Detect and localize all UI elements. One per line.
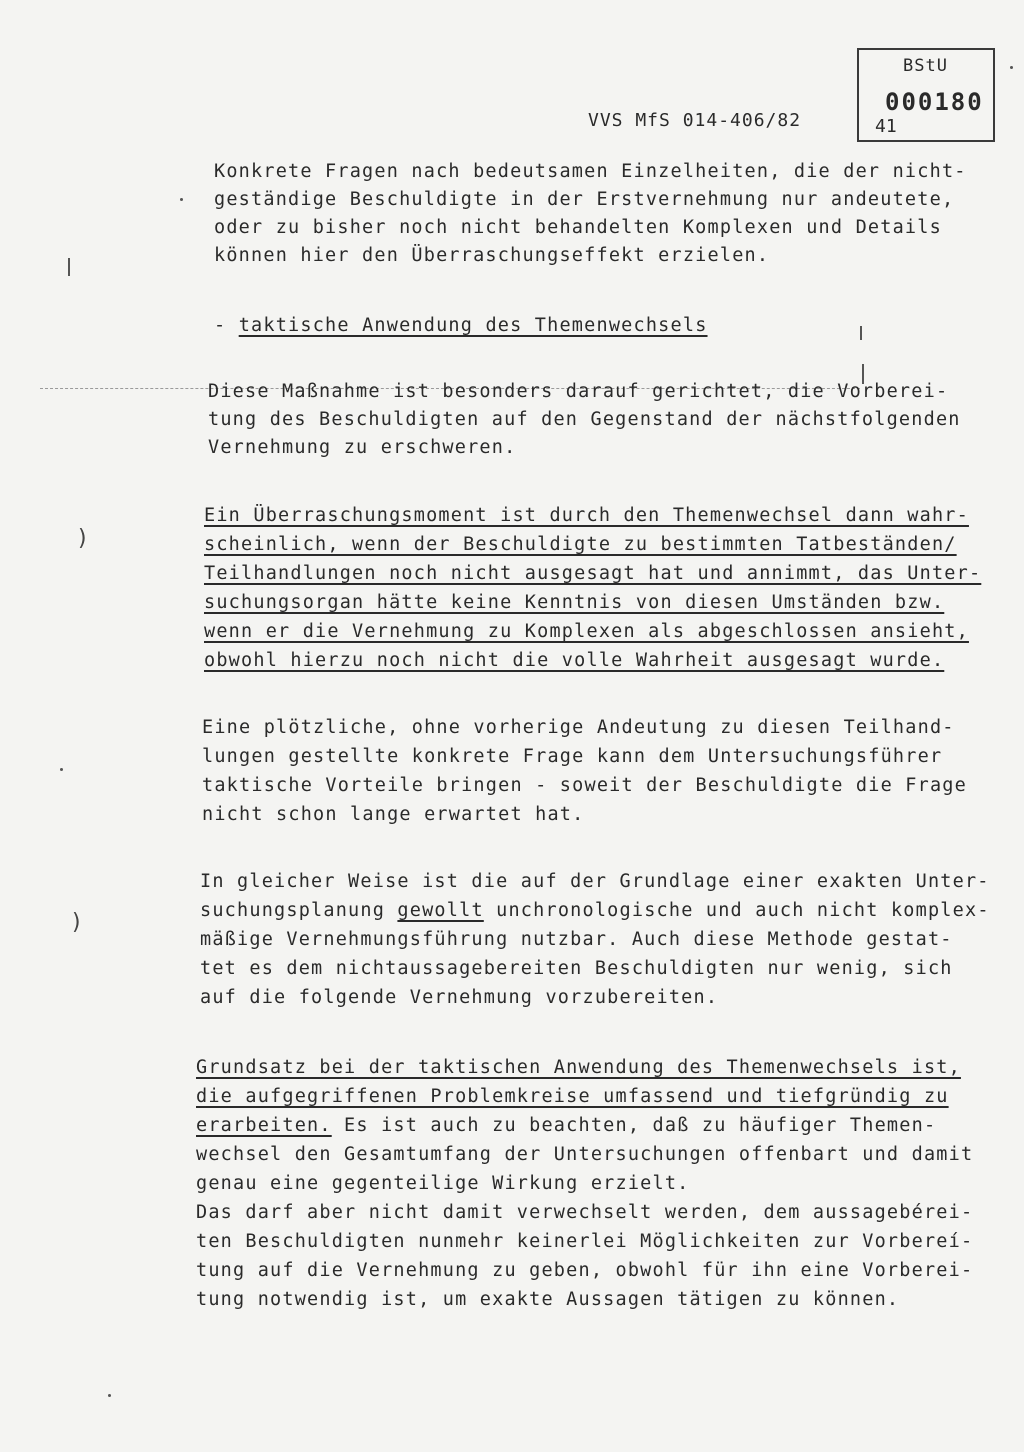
- text-line: Vernehmung zu erschweren.: [208, 437, 517, 458]
- text-line: Das darf aber nicht damit verwechselt werden, dem aussagebérei-: [196, 1202, 974, 1223]
- underlined-text-line: scheinlich, wenn der Beschuldigte zu bestimmten Tatbeständen/: [204, 534, 957, 555]
- heading-bullet: -: [214, 315, 227, 336]
- underlined-word: erarbeiten.: [196, 1115, 332, 1136]
- text-segment: unchronologische und auch nicht komplex-: [483, 900, 990, 921]
- hole-punch-mark: ): [70, 910, 84, 935]
- text-line: [196, 1114, 936, 1138]
- text-line: genau eine gegenteilige Wirkung erzielt.: [196, 1173, 690, 1194]
- text-line: tung des Beschuldigten auf den Gegenstand der nächstfolgenden: [208, 409, 961, 430]
- underlined-word: gewollt: [397, 900, 484, 921]
- text-segment: Es ist auch zu beachten, daß zu häufiger Themen-: [331, 1115, 937, 1136]
- text-line: oder zu bisher noch nicht behandelten Komplexen und Details: [214, 217, 942, 238]
- text-line: können hier den Überraschungseffekt erzielen.: [214, 245, 770, 266]
- margin-tick: [860, 326, 862, 340]
- hole-punch-mark: ): [76, 526, 90, 551]
- margin-tick: [68, 258, 70, 276]
- document-reference: VVS MfS 014-406/82: [588, 110, 802, 131]
- underlined-text-line: wenn er die Vernehmung zu Komplexen als abgeschlossen ansieht,: [204, 621, 969, 642]
- speck: [1010, 66, 1013, 69]
- text-line: tung notwendig ist, um exakte Aussagen tätigen zu können.: [196, 1289, 900, 1310]
- heading-text: taktische Anwendung des Themenwechsels: [238, 315, 708, 336]
- text-line: Eine plötzliche, ohne vorherige Andeutung zu diesen Teilhand-: [202, 717, 955, 738]
- text-line: lungen gestellte konkrete Frage kann dem Untersuchungsführer: [202, 746, 943, 767]
- text-line: auf die folgende Vernehmung vorzubereiten.: [200, 987, 719, 1008]
- speck: [60, 768, 63, 771]
- text-line: taktische Vorteile bringen - soweit der Beschuldigte die Frage: [202, 775, 967, 796]
- text-line: tet es dem nichtaussagebereiten Beschuldigten nur wenig, sich: [200, 958, 953, 979]
- underlined-text-line: die aufgegriffenen Problemkreise umfassend und tiefgründig zu: [196, 1086, 949, 1107]
- text-line: [200, 899, 990, 923]
- text-segment: suchungsplanung: [200, 900, 398, 921]
- text-line: Konkrete Fragen nach bedeutsamen Einzelheiten, die der nicht-: [214, 161, 967, 182]
- underlined-text-line: Ein Überraschungsmoment ist durch den Themenwechsel dann wahr-: [204, 505, 969, 526]
- section-heading: [214, 314, 708, 338]
- speck: [108, 1394, 111, 1397]
- speck: [180, 198, 183, 201]
- stamp-number: 000180: [885, 88, 984, 116]
- underlined-text-line: Grundsatz bei der taktischen Anwendung des Themenwechsels ist,: [196, 1057, 961, 1078]
- text-line: wechsel den Gesamtumfang der Untersuchungen offenbart und damit: [196, 1144, 974, 1165]
- stamp-org: BStU: [903, 56, 948, 76]
- text-line: tung auf die Vernehmung zu geben, obwohl für ihn eine Vorberei-: [196, 1260, 974, 1281]
- underlined-text-line: suchungsorgan hätte keine Kenntnis von diesen Umständen bzw.: [204, 592, 945, 613]
- underlined-text-line: Teilhandlungen noch nicht ausgesagt hat und annimmt, das Unter-: [204, 563, 982, 584]
- text-line: geständige Beschuldigte in der Erstvernehmung nur andeutete,: [214, 189, 955, 210]
- stamp-page-number: 41: [875, 116, 897, 137]
- text-line: In gleicher Weise ist die auf der Grundlage einer exakten Unter-: [200, 871, 990, 892]
- text-line: mäßige Vernehmungsführung nutzbar. Auch diese Methode gestat-: [200, 929, 953, 950]
- underlined-text-line: obwohl hierzu noch nicht die volle Wahrheit ausgesagt wurde.: [204, 650, 945, 671]
- archive-stamp: [857, 48, 995, 142]
- text-line: ten Beschuldigten nunmehr keinerlei Möglichkeiten zur Vorbereí-: [196, 1231, 974, 1252]
- text-line: nicht schon lange erwartet hat.: [202, 804, 585, 825]
- text-line: Diese Maßnahme ist besonders darauf gerichtet, die Vorberei-: [208, 381, 949, 402]
